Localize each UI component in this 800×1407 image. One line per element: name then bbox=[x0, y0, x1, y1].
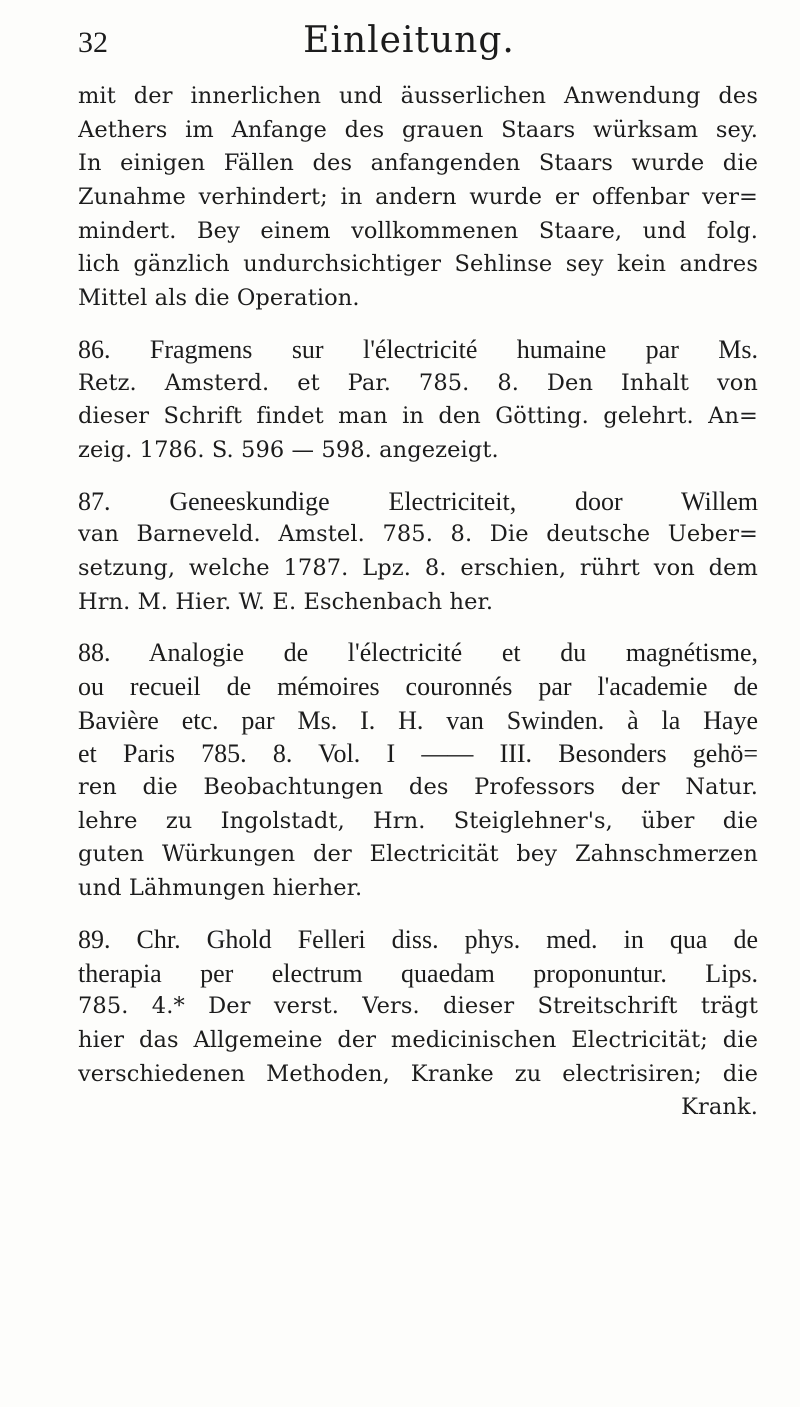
text-line: 87. Geneeskundige Electriciteit, door Willem bbox=[78, 486, 758, 516]
text-line: 89. Chr. Ghold Felleri diss. phys. med. in qua de bbox=[78, 924, 758, 954]
text-line: verschiedenen Methoden, Kranke zu electrisiren; die bbox=[78, 1060, 758, 1087]
paragraph-gap bbox=[78, 316, 758, 333]
text-line: Hrn. M. Hier. W. E. Eschenbach her. bbox=[78, 588, 494, 615]
bibliography-entry-88 bbox=[78, 636, 758, 906]
text-line: und Lähmungen hierher. bbox=[78, 875, 363, 902]
text-line: Zunahme verhindert; in andern wurde er offenbar ver= bbox=[78, 184, 758, 211]
paragraph-gap bbox=[78, 906, 758, 923]
text-line: ren die Beobachtungen des Professors der Natur. bbox=[78, 774, 758, 801]
text-line: lich gänzlich undurchsichtiger Sehlinse sey kein andres bbox=[78, 251, 758, 278]
text-line: hier das Allgemeine der medicinischen Electricität; die bbox=[78, 1026, 758, 1053]
text-line: therapia per electrum quaedam proponuntur. Lips. bbox=[78, 958, 758, 988]
text-line: 785. 4.* Der verst. Vers. dieser Streitschrift trägt bbox=[78, 993, 758, 1020]
catchword: Krank. bbox=[681, 1094, 758, 1121]
text-line: ou recueil de mémoires couronnés par l'academie de bbox=[78, 672, 758, 701]
text-line: guten Würkungen der Electricität bey Zahnschmerzen bbox=[78, 841, 758, 868]
bibliography-entry-86 bbox=[78, 333, 758, 468]
paragraph-gap bbox=[78, 619, 758, 636]
text-line: setzung, welche 1787. Lpz. 8. erschien, rührt von dem bbox=[78, 554, 758, 581]
text-line: et Paris 785. 8. Vol. I —— III. Besonders gehö= bbox=[78, 739, 758, 769]
text-line: Aethers im Anfange des grauen Staars würksam sey. bbox=[78, 116, 758, 143]
text-line: zeig. 1786. S. 596 — 598. angezeigt. bbox=[78, 436, 499, 463]
text-line: lehre zu Ingolstadt, Hrn. Steiglehner's, über die bbox=[78, 807, 758, 834]
text-line: Mittel als die Operation. bbox=[78, 285, 360, 312]
text-line: Bavière etc. par Ms. I. H. van Swinden. à la Haye bbox=[78, 705, 758, 735]
text-line: 88. Analogie de l'électricité et du magnétisme, bbox=[78, 638, 758, 668]
text-line: mindert. Bey einem vollkommenen Staare, und folg. bbox=[78, 217, 758, 244]
bibliography-entry-87 bbox=[78, 485, 758, 620]
text-line: van Barneveld. Amstel. 785. 8. Die deutsche Ueber= bbox=[78, 521, 758, 548]
running-head bbox=[78, 14, 740, 64]
text-line: dieser Schrift findet man in den Götting. gelehrt. An= bbox=[78, 403, 758, 430]
paragraph-continuation bbox=[78, 80, 758, 316]
text-line: 86. Fragmens sur l'électricité humaine par Ms. bbox=[78, 334, 758, 364]
running-title: Einleitung. bbox=[303, 20, 515, 61]
text-line: Retz. Amsterd. et Par. 785. 8. Den Inhalt von bbox=[78, 369, 758, 396]
text-line: mit der innerlichen und äusserlichen Anwendung des bbox=[78, 83, 758, 109]
paragraph-gap bbox=[78, 468, 758, 485]
text-line: In einigen Fällen des anfangenden Staars wurde die bbox=[78, 150, 758, 177]
body-text bbox=[78, 80, 758, 1125]
page-number: 32 bbox=[78, 26, 108, 59]
bibliography-entry-89 bbox=[78, 923, 758, 1125]
